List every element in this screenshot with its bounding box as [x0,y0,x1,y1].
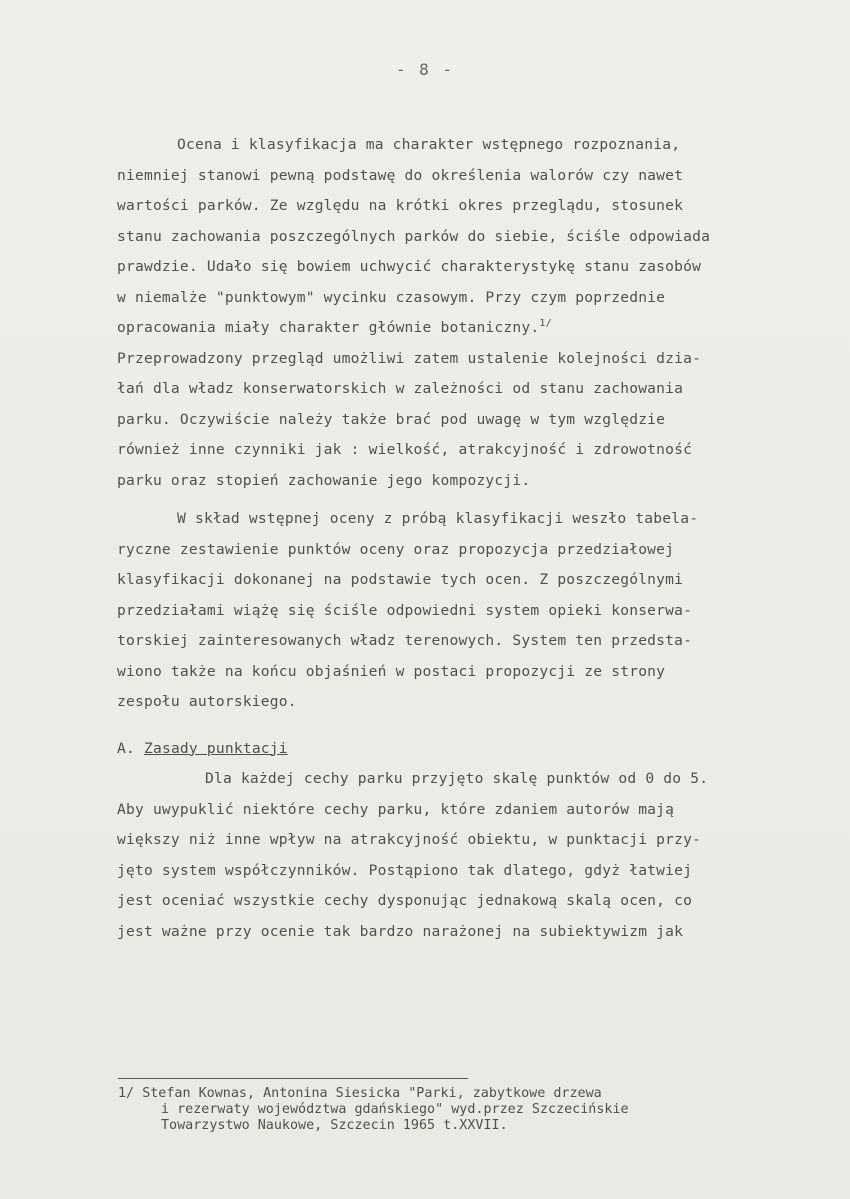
text-line: jęto system współczynników. Postąpiono tak dlatego, gdyż łatwiej [117,861,693,879]
text-line: Przeprowadzony przegląd umożliwi zatem ustalenie kolejności dzia- [117,349,702,367]
text-line: stanu zachowania poszczególnych parków do siebie, ściśle odpowiada [117,227,711,245]
text-line: w niemalże "punktowym" wycinku czasowym. Przy czym poprzednie [117,288,666,306]
text-line-content: opracowania miały charakter głównie botaniczny. [117,319,540,336]
text-line: większy niż inne wpływ na atrakcyjność obiektu, w punktacji przy- [117,831,702,848]
paragraph-3 [117,504,842,718]
section-heading [117,734,842,765]
section-label: A. [117,739,135,757]
text-line: W skład wstępnej oceny z próbą klasyfikacji weszło tabela- [177,510,699,527]
paragraph-1 [117,130,842,344]
text-line: Dla każdej cechy parku przyjęto skalę punktów od 0 do 5. [205,770,709,787]
page-number: - 8 - [395,60,455,79]
footnote-line: Towarzystwo Naukowe, Szczecin 1965 t.XXVII. [161,1118,508,1133]
document-body [117,130,842,947]
text-line: torskiej zainteresowanych władz terenowych. System ten przedsta- [117,632,693,649]
text-line: zespołu autorskiego. [117,693,297,710]
footnote-text: Stefan Kownas, Antonina Siesicka "Parki, zabytkowe drzewa [142,1086,602,1101]
text-line: ryczne zestawienie punktów oceny oraz propozycja przedziałowej [117,540,675,558]
section-title: Zasady punktacji [143,739,288,757]
text-line: Aby uwypuklić niektóre cechy parku, które zdaniem autorów mają [117,800,675,818]
text-line: przedziałami wiążę się ściśle odpowiedni system opieki konserwa- [117,601,693,619]
text-line: jest oceniać wszystkie cechy dysponując jednakową skalą ocen, co [117,892,693,909]
text-line: wiono także na końcu objaśnień w postaci propozycji ze strony [117,662,666,680]
text-line: niemniej stanowi pewną podstawę do określenia walorów czy nawet [117,166,684,184]
footnote-line [118,1086,838,1102]
text-line: wartości parków. Ze względu na krótki okres przeglądu, stosunek [117,197,684,214]
text-line: Ocena i klasyfikacja ma charakter wstępnego rozpoznania, [177,136,681,153]
text-line: jest ważne przy ocenie tak bardzo narażonej na subiektywizm jak [117,922,684,940]
text-line: prawdzie. Udało się bowiem uchwycić charakterystykę stanu zasobów [117,258,702,275]
footnote-marker: 1/ [118,1086,135,1101]
text-line: parku oraz stopień zachowanie jego kompozycji. [117,471,531,489]
paragraph-4 [117,764,842,947]
text-line [117,313,842,344]
footnote [118,1086,838,1134]
paragraph-2 [117,344,842,497]
text-line: łań dla władz konserwatorskich w zależności od stanu zachowania [117,380,684,397]
footnote-reference: 1/ [539,318,552,330]
footnote-line: i rezerwaty województwa gdańskiego" wyd.przez Szczecińskie [161,1102,629,1117]
text-line: również inne czynniki jak : wielkość, atrakcyjność i zdrowotność [117,441,693,458]
text-line: klasyfikacji dokonanej na podstawie tych ocen. Z poszczególnymi [117,571,684,588]
footnote-separator [118,1078,468,1079]
text-line: parku. Oczywiście należy także brać pod uwagę w tym względzie [117,410,666,428]
